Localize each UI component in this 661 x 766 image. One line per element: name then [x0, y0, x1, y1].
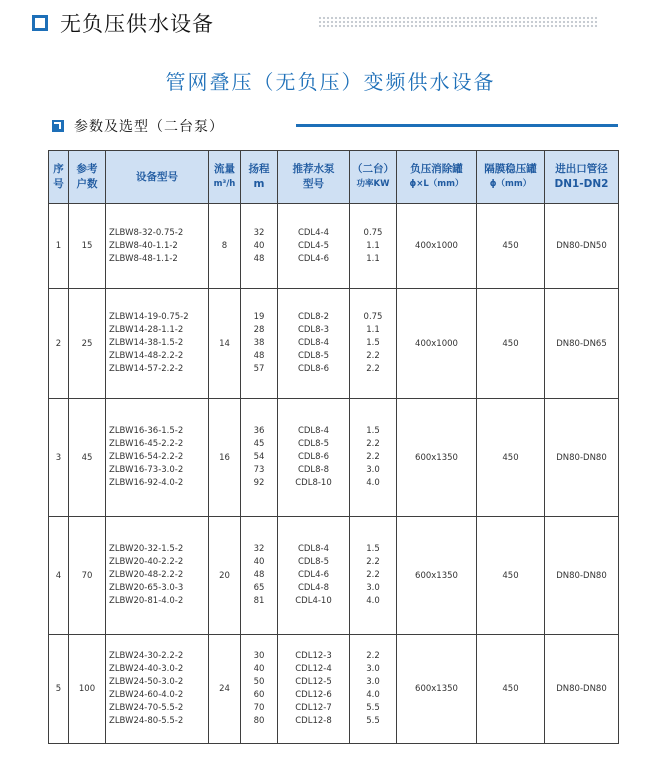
cell-no: 4: [49, 517, 69, 635]
cell-head-line: 65: [253, 583, 265, 593]
cell-pump-line: CDL12-5: [295, 677, 332, 687]
page-title: 无负压供水设备: [60, 12, 214, 36]
cell-pump-line: CDL8-5: [297, 351, 330, 361]
cell-pump-line: CDL4-10: [295, 596, 332, 606]
cell-head: [241, 517, 278, 635]
cell-pump-line: CDL12-6: [295, 690, 332, 700]
cell-head-line: 81: [253, 596, 265, 606]
table-row: [49, 399, 619, 517]
cell-pump-line: CDL4-8: [297, 583, 330, 593]
cell-pump-line: CDL8-10: [295, 478, 332, 488]
cell-pump-line: CDL8-3: [297, 325, 330, 335]
cell-head-line: 80: [253, 716, 265, 726]
page-header: [32, 8, 214, 38]
cell-model-line: ZLBW20-81-4.0-2: [109, 596, 184, 606]
cell-head-line: 38: [253, 338, 265, 348]
cell-flow: 16: [209, 399, 241, 517]
cell-pump-line: CDL8-8: [297, 465, 330, 475]
cell-pump-line: CDL4-6: [297, 253, 330, 264]
col-header-tank: 负压消除罐 ϕ×L（mm）: [397, 151, 477, 204]
section-rule: [296, 124, 618, 127]
cell-power-line: 2.2: [366, 570, 380, 580]
cell-households: 100: [69, 635, 106, 744]
cell-power-line: 3.0: [366, 465, 380, 475]
col-header-pipe: 进出口管径 DN1-DN2: [545, 151, 619, 204]
cell-model-line: ZLBW8-40-1.1-2: [109, 240, 178, 251]
cell-model-line: ZLBW16-36-1.5-2: [109, 426, 184, 436]
cell-pump-line: CDL12-7: [295, 703, 332, 713]
cell-power-line: 2.2: [366, 452, 380, 462]
cell-pump-line: CDL4-4: [297, 227, 330, 238]
cell-model-line: ZLBW24-60-4.0-2: [109, 690, 184, 700]
section-title: 参数及选型（二台泵）: [74, 119, 224, 135]
cell-model-line: ZLBW8-32-0.75-2: [109, 227, 184, 238]
cell-model-line: ZLBW14-28-1.1-2: [109, 325, 184, 335]
cell-head-line: 40: [253, 240, 265, 251]
cell-power-line: 1.5: [366, 426, 380, 436]
cell-head-line: 32: [253, 544, 265, 554]
cell-stabilizer: 450: [477, 204, 545, 289]
cell-model-line: ZLBW8-48-1.1-2: [109, 253, 178, 264]
cell-model-line: ZLBW16-45-2.2-2: [109, 439, 184, 449]
cell-head-line: 32: [253, 227, 265, 238]
cell-power-line: 1.1: [366, 253, 380, 264]
cell-head-line: 40: [253, 664, 265, 674]
cell-pipe: DN80-DN80: [545, 635, 619, 744]
cell-power-line: 2.2: [366, 351, 380, 361]
cell-flow: 24: [209, 635, 241, 744]
cell-model: [106, 517, 209, 635]
col-header-households: 参考 户数: [69, 151, 106, 204]
table-row: [49, 204, 619, 289]
cell-pump: [278, 635, 350, 744]
cell-pump-line: CDL8-4: [297, 544, 330, 554]
cell-head-line: 92: [253, 478, 265, 488]
spec-table: [48, 150, 619, 744]
cell-power-line: 2.2: [366, 651, 380, 661]
document-subtitle: 管网叠压（无负压）变频供水设备: [165, 70, 496, 94]
col-header-no: 序 号: [49, 151, 69, 204]
cell-flow: 20: [209, 517, 241, 635]
cell-head-line: 28: [253, 325, 265, 335]
dotted-decoration: [318, 16, 598, 28]
cell-pipe: DN80-DN65: [545, 289, 619, 399]
table-row: [49, 635, 619, 744]
cell-households: 70: [69, 517, 106, 635]
cell-head-line: 54: [253, 452, 265, 462]
cell-households: 45: [69, 399, 106, 517]
cell-model-line: ZLBW20-40-2.2-2: [109, 557, 184, 567]
cell-head-line: 45: [253, 439, 265, 449]
cell-head: [241, 399, 278, 517]
cell-power-line: 5.5: [366, 716, 380, 726]
cell-power-line: 2.2: [366, 364, 380, 374]
cell-pump-line: CDL12-3: [295, 651, 332, 661]
cell-pump-line: CDL8-6: [297, 364, 330, 374]
cell-tank: 600x1350: [397, 635, 477, 744]
cell-households: 25: [69, 289, 106, 399]
corner-bracket-icon: [52, 120, 64, 132]
cell-pump-line: CDL4-5: [297, 240, 330, 251]
cell-model-line: ZLBW20-65-3.0-3: [109, 583, 184, 593]
cell-tank: 600x1350: [397, 399, 477, 517]
cell-power: [350, 517, 397, 635]
cell-model: [106, 635, 209, 744]
col-header-pump: 推荐水泵 型号: [278, 151, 350, 204]
cell-no: 2: [49, 289, 69, 399]
cell-model: [106, 399, 209, 517]
cell-pump-line: CDL8-4: [297, 338, 330, 348]
cell-model-line: ZLBW16-73-3.0-2: [109, 465, 184, 475]
col-header-head: 扬程 m: [241, 151, 278, 204]
cell-pump-line: CDL8-6: [297, 452, 330, 462]
table-row: [49, 289, 619, 399]
cell-pump: [278, 517, 350, 635]
cell-power: [350, 289, 397, 399]
cell-pipe: DN80-DN80: [545, 517, 619, 635]
cell-head: [241, 635, 278, 744]
cell-pump-line: CDL4-6: [297, 570, 330, 580]
cell-model-line: ZLBW24-30-2.2-2: [109, 651, 184, 661]
cell-pump-line: CDL8-5: [297, 557, 330, 567]
col-header-model: 设备型号: [106, 151, 209, 204]
cell-head: [241, 204, 278, 289]
cell-power-line: 5.5: [366, 703, 380, 713]
cell-model-line: ZLBW20-48-2.2-2: [109, 570, 184, 580]
cell-model-line: ZLBW16-54-2.2-2: [109, 452, 184, 462]
cell-head-line: 60: [253, 690, 265, 700]
cell-no: 5: [49, 635, 69, 744]
cell-head-line: 57: [253, 364, 265, 374]
cell-power-line: 0.75: [363, 227, 383, 238]
square-icon: [32, 15, 48, 31]
cell-pump-line: CDL12-8: [295, 716, 332, 726]
cell-power-line: 2.2: [366, 439, 380, 449]
cell-head-line: 73: [253, 465, 265, 475]
cell-power: [350, 204, 397, 289]
cell-pump-line: CDL8-2: [297, 312, 330, 322]
col-header-flow: 流量 m³/h: [209, 151, 241, 204]
cell-model: [106, 204, 209, 289]
cell-power-line: 2.2: [366, 557, 380, 567]
col-header-power: （二台） 功率KW: [350, 151, 397, 204]
cell-head-line: 40: [253, 557, 265, 567]
cell-head-line: 48: [253, 253, 265, 264]
cell-no: 1: [49, 204, 69, 289]
cell-tank: 400x1000: [397, 289, 477, 399]
cell-tank: 400x1000: [397, 204, 477, 289]
cell-head-line: 48: [253, 351, 265, 361]
cell-model-line: ZLBW14-48-2.2-2: [109, 351, 184, 361]
cell-head-line: 36: [253, 426, 265, 436]
cell-stabilizer: 450: [477, 399, 545, 517]
cell-head: [241, 289, 278, 399]
cell-stabilizer: 450: [477, 517, 545, 635]
cell-pump-line: CDL12-4: [295, 664, 332, 674]
section-heading: [52, 116, 224, 136]
cell-model-line: ZLBW16-92-4.0-2: [109, 478, 184, 488]
cell-flow: 14: [209, 289, 241, 399]
cell-power: [350, 635, 397, 744]
cell-pump: [278, 204, 350, 289]
cell-stabilizer: 450: [477, 289, 545, 399]
cell-model-line: ZLBW24-70-5.5-2: [109, 703, 184, 713]
cell-power-line: 4.0: [366, 596, 380, 606]
cell-power: [350, 399, 397, 517]
cell-pump-line: CDL8-4: [297, 426, 330, 436]
cell-pump: [278, 399, 350, 517]
cell-model-line: ZLBW14-19-0.75-2: [109, 312, 189, 322]
cell-head-line: 19: [253, 312, 265, 322]
cell-head-line: 70: [253, 703, 265, 713]
cell-pipe: DN80-DN50: [545, 204, 619, 289]
col-header-stabilizer: 隔膜稳压罐 ϕ（mm）: [477, 151, 545, 204]
cell-head-line: 50: [253, 677, 265, 687]
cell-pipe: DN80-DN80: [545, 399, 619, 517]
cell-stabilizer: 450: [477, 635, 545, 744]
cell-flow: 8: [209, 204, 241, 289]
cell-power-line: 1.1: [366, 240, 380, 251]
cell-model: [106, 289, 209, 399]
cell-no: 3: [49, 399, 69, 517]
cell-model-line: ZLBW20-32-1.5-2: [109, 544, 184, 554]
cell-power-line: 4.0: [366, 478, 380, 488]
cell-model-line: ZLBW24-80-5.5-2: [109, 716, 184, 726]
cell-power-line: 1.5: [366, 338, 380, 348]
cell-power-line: 3.0: [366, 664, 380, 674]
cell-power-line: 1.5: [366, 544, 380, 554]
cell-pump-line: CDL8-5: [297, 439, 330, 449]
cell-model-line: ZLBW24-40-3.0-2: [109, 664, 184, 674]
cell-households: 15: [69, 204, 106, 289]
cell-power-line: 4.0: [366, 690, 380, 700]
table-header-row: [49, 151, 619, 204]
cell-head-line: 30: [253, 651, 265, 661]
cell-model-line: ZLBW14-57-2.2-2: [109, 364, 184, 374]
cell-power-line: 0.75: [363, 312, 383, 322]
cell-head-line: 48: [253, 570, 265, 580]
cell-power-line: 3.0: [366, 677, 380, 687]
cell-tank: 600x1350: [397, 517, 477, 635]
cell-power-line: 1.1: [366, 325, 380, 335]
cell-pump: [278, 289, 350, 399]
cell-model-line: ZLBW24-50-3.0-2: [109, 677, 184, 687]
table-row: [49, 517, 619, 635]
cell-power-line: 3.0: [366, 583, 380, 593]
cell-model-line: ZLBW14-38-1.5-2: [109, 338, 184, 348]
